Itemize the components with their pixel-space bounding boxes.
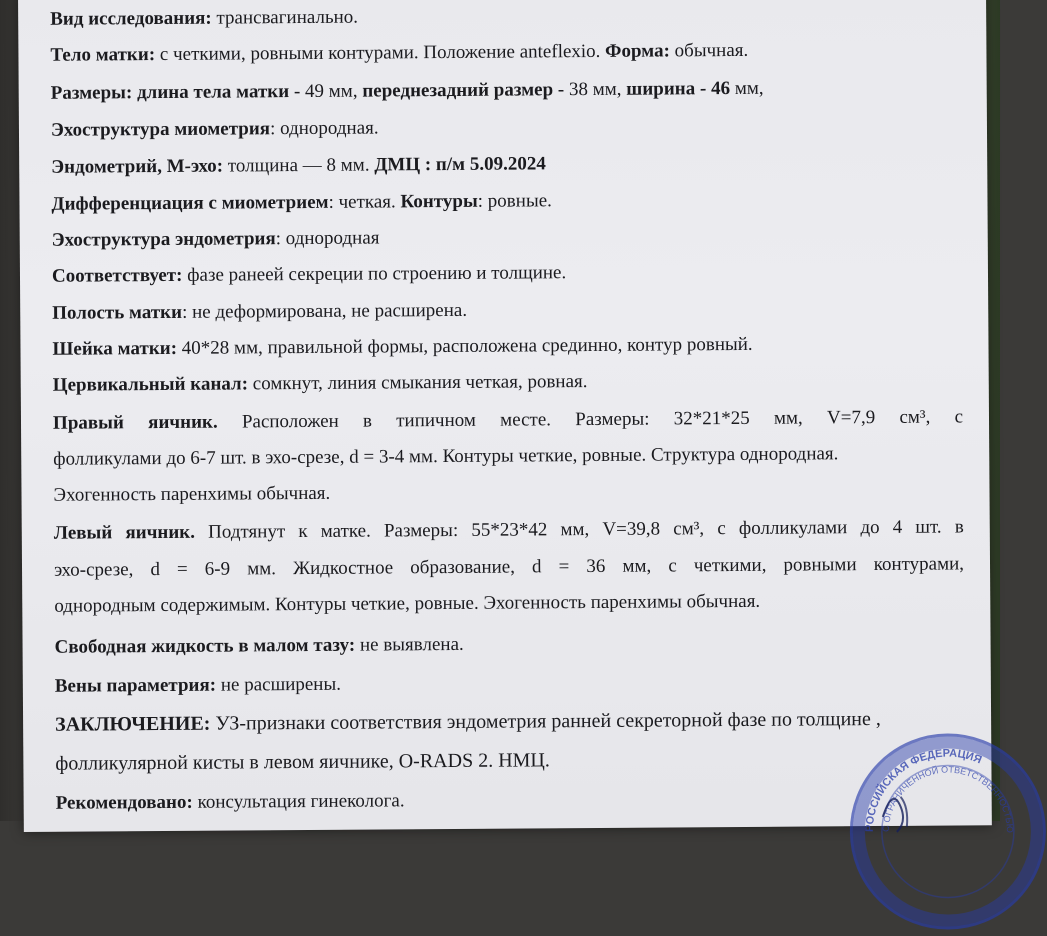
cervix-value: 40*28 мм, правильной формы, расположена срединно, контур ровный. <box>176 333 753 359</box>
right-ovary-text-1: Расположен в типичном месте. Размеры: 32*21*25 мм, V=7,9 см³, с <box>217 406 964 433</box>
endometrium-label: Эндометрий, М-эхо: <box>51 155 224 178</box>
cavity-value: : не деформирована, не расширена. <box>181 299 468 323</box>
study-type-value: трансвагинально. <box>211 6 359 29</box>
svg-text:С ОГРАНИЧЕННОЙ ОТВЕТСТВЕННОСТЬ: С ОГРАНИЧЕННОЙ ОТВЕТСТВЕННОСТЬЮ <box>880 764 1016 834</box>
endometrium-echo-line <box>52 226 380 252</box>
uterus-body-value: с четкими, ровными контурами. Положение anteflexio. <box>155 40 606 66</box>
stamp-graphic <box>852 736 1043 927</box>
cervix-label: Шейка матки: <box>52 337 178 360</box>
right-ovary-text-3: Эхогенность паренхимы обычная. <box>53 482 331 506</box>
conclusion-line-2 <box>55 748 550 775</box>
corresponds-label: Соответствует: <box>51 264 183 287</box>
shape-label: Форма: <box>605 40 670 62</box>
dims-width: мм, <box>729 77 764 100</box>
left-ovary-line-2 <box>54 552 964 582</box>
cavity-line <box>52 299 467 326</box>
myometrium-label: Эхоструктура миометрия <box>50 118 271 141</box>
free-fluid-value: не выявлена. <box>355 633 464 656</box>
conclusion-text-1: УЗ-признаки соответствия эндометрия ранней секреторной фазе по толщине , <box>210 707 881 735</box>
veins-value: не расширены. <box>215 673 342 696</box>
right-ovary-line-1 <box>53 405 963 435</box>
dims-ap-label: переднезадний размер <box>362 79 554 102</box>
contours-label: Контуры <box>400 190 478 213</box>
free-fluid-line <box>54 633 463 660</box>
right-ovary-line-2 <box>53 442 838 471</box>
lmp-value: ДМЦ : п/м 5.09.2024 <box>374 153 546 176</box>
differentiation-value: : четкая. <box>328 191 401 213</box>
recommended-line <box>56 789 405 815</box>
free-fluid-label: Свободная жидкость в малом тазу: <box>54 634 356 658</box>
recommended-label: Рекомендовано: <box>55 791 193 814</box>
document-page <box>18 0 1016 834</box>
myometrium-value: : однородная. <box>269 117 379 140</box>
endometrium-line <box>51 152 546 179</box>
dims-ap: - 38 мм, <box>553 78 627 101</box>
right-ovary-line-3 <box>53 482 330 508</box>
contours-value: : ровные. <box>477 190 552 212</box>
endometrium-value: толщина — 8 мм. <box>222 154 375 177</box>
left-ovary-text-2: эхо-срезе, d = 6-9 мм. Жидкостное образование, d = 36 мм, с четкими, ровными контурами, <box>53 553 965 581</box>
right-ovary-label: Правый яичник. <box>52 411 218 434</box>
myometrium-line <box>51 116 379 142</box>
left-ovary-text-1: Подтянут к матке. Размеры: 55*23*42 мм, V=39,8 см³, с фолликулами до 4 шт. в <box>194 516 964 543</box>
dims-width-label: ширина - 46 <box>626 78 731 100</box>
cervix-line <box>52 333 752 362</box>
left-ovary-line-1 <box>54 515 964 545</box>
study-type-line <box>50 6 358 32</box>
shape-value: обычная. <box>669 39 749 62</box>
cervical-canal-label: Цервикальный канал: <box>52 373 249 396</box>
recommended-value: консультация гинеколога. <box>192 790 405 813</box>
dims-length: - 49 мм, <box>289 80 363 103</box>
endometrium-echo-value: : однородная <box>275 227 380 250</box>
official-stamp <box>849 733 1046 930</box>
cervical-canal-value: сомкнут, линия смыкания четкая, ровная. <box>247 371 588 395</box>
conclusion-text-2: фолликулярной кисты в левом яичнике, O-RADS 2. НМЦ. <box>55 749 550 775</box>
endometrium-echo-label: Эхоструктура эндометрия <box>51 228 276 251</box>
uterus-body-label: Тело матки: <box>50 44 156 66</box>
conclusion-label: ЗАКЛЮЧЕНИЕ: <box>55 712 211 736</box>
veins-label: Вены параметрия: <box>54 674 217 697</box>
corresponds-line <box>52 261 566 289</box>
cervical-canal-line <box>53 370 588 398</box>
veins-line <box>55 673 341 699</box>
right-ovary-text-2: фолликулами до 6-7 шт. в эхо-срезе, d = 3-4 мм. Контуры четкие, ровные. Структура однородная. <box>53 443 839 470</box>
dimensions-line <box>51 77 764 106</box>
dims-label: Размеры: длина тела матки <box>50 81 290 104</box>
conclusion-line-1 <box>55 707 881 737</box>
cavity-label: Полость матки <box>52 301 183 324</box>
differentiation-label: Дифференциация с миометрием <box>51 191 329 215</box>
corresponds-value: фазе ранеей секреции по строению и толщине. <box>182 262 567 286</box>
left-ovary-text-3: однородным содержимым. Контуры четкие, ровные. Эхогенность паренхимы обычная. <box>54 590 761 617</box>
study-type-label: Вид исследования: <box>50 7 212 30</box>
svg-text:РОССИЙСКАЯ ФЕДЕРАЦИЯ: РОССИЙСКАЯ ФЕДЕРАЦИЯ <box>863 747 984 833</box>
differentiation-line <box>51 189 552 216</box>
left-ovary-label: Левый яичник. <box>53 521 196 544</box>
uterus-body-line <box>50 39 748 68</box>
left-ovary-line-3 <box>54 590 760 619</box>
